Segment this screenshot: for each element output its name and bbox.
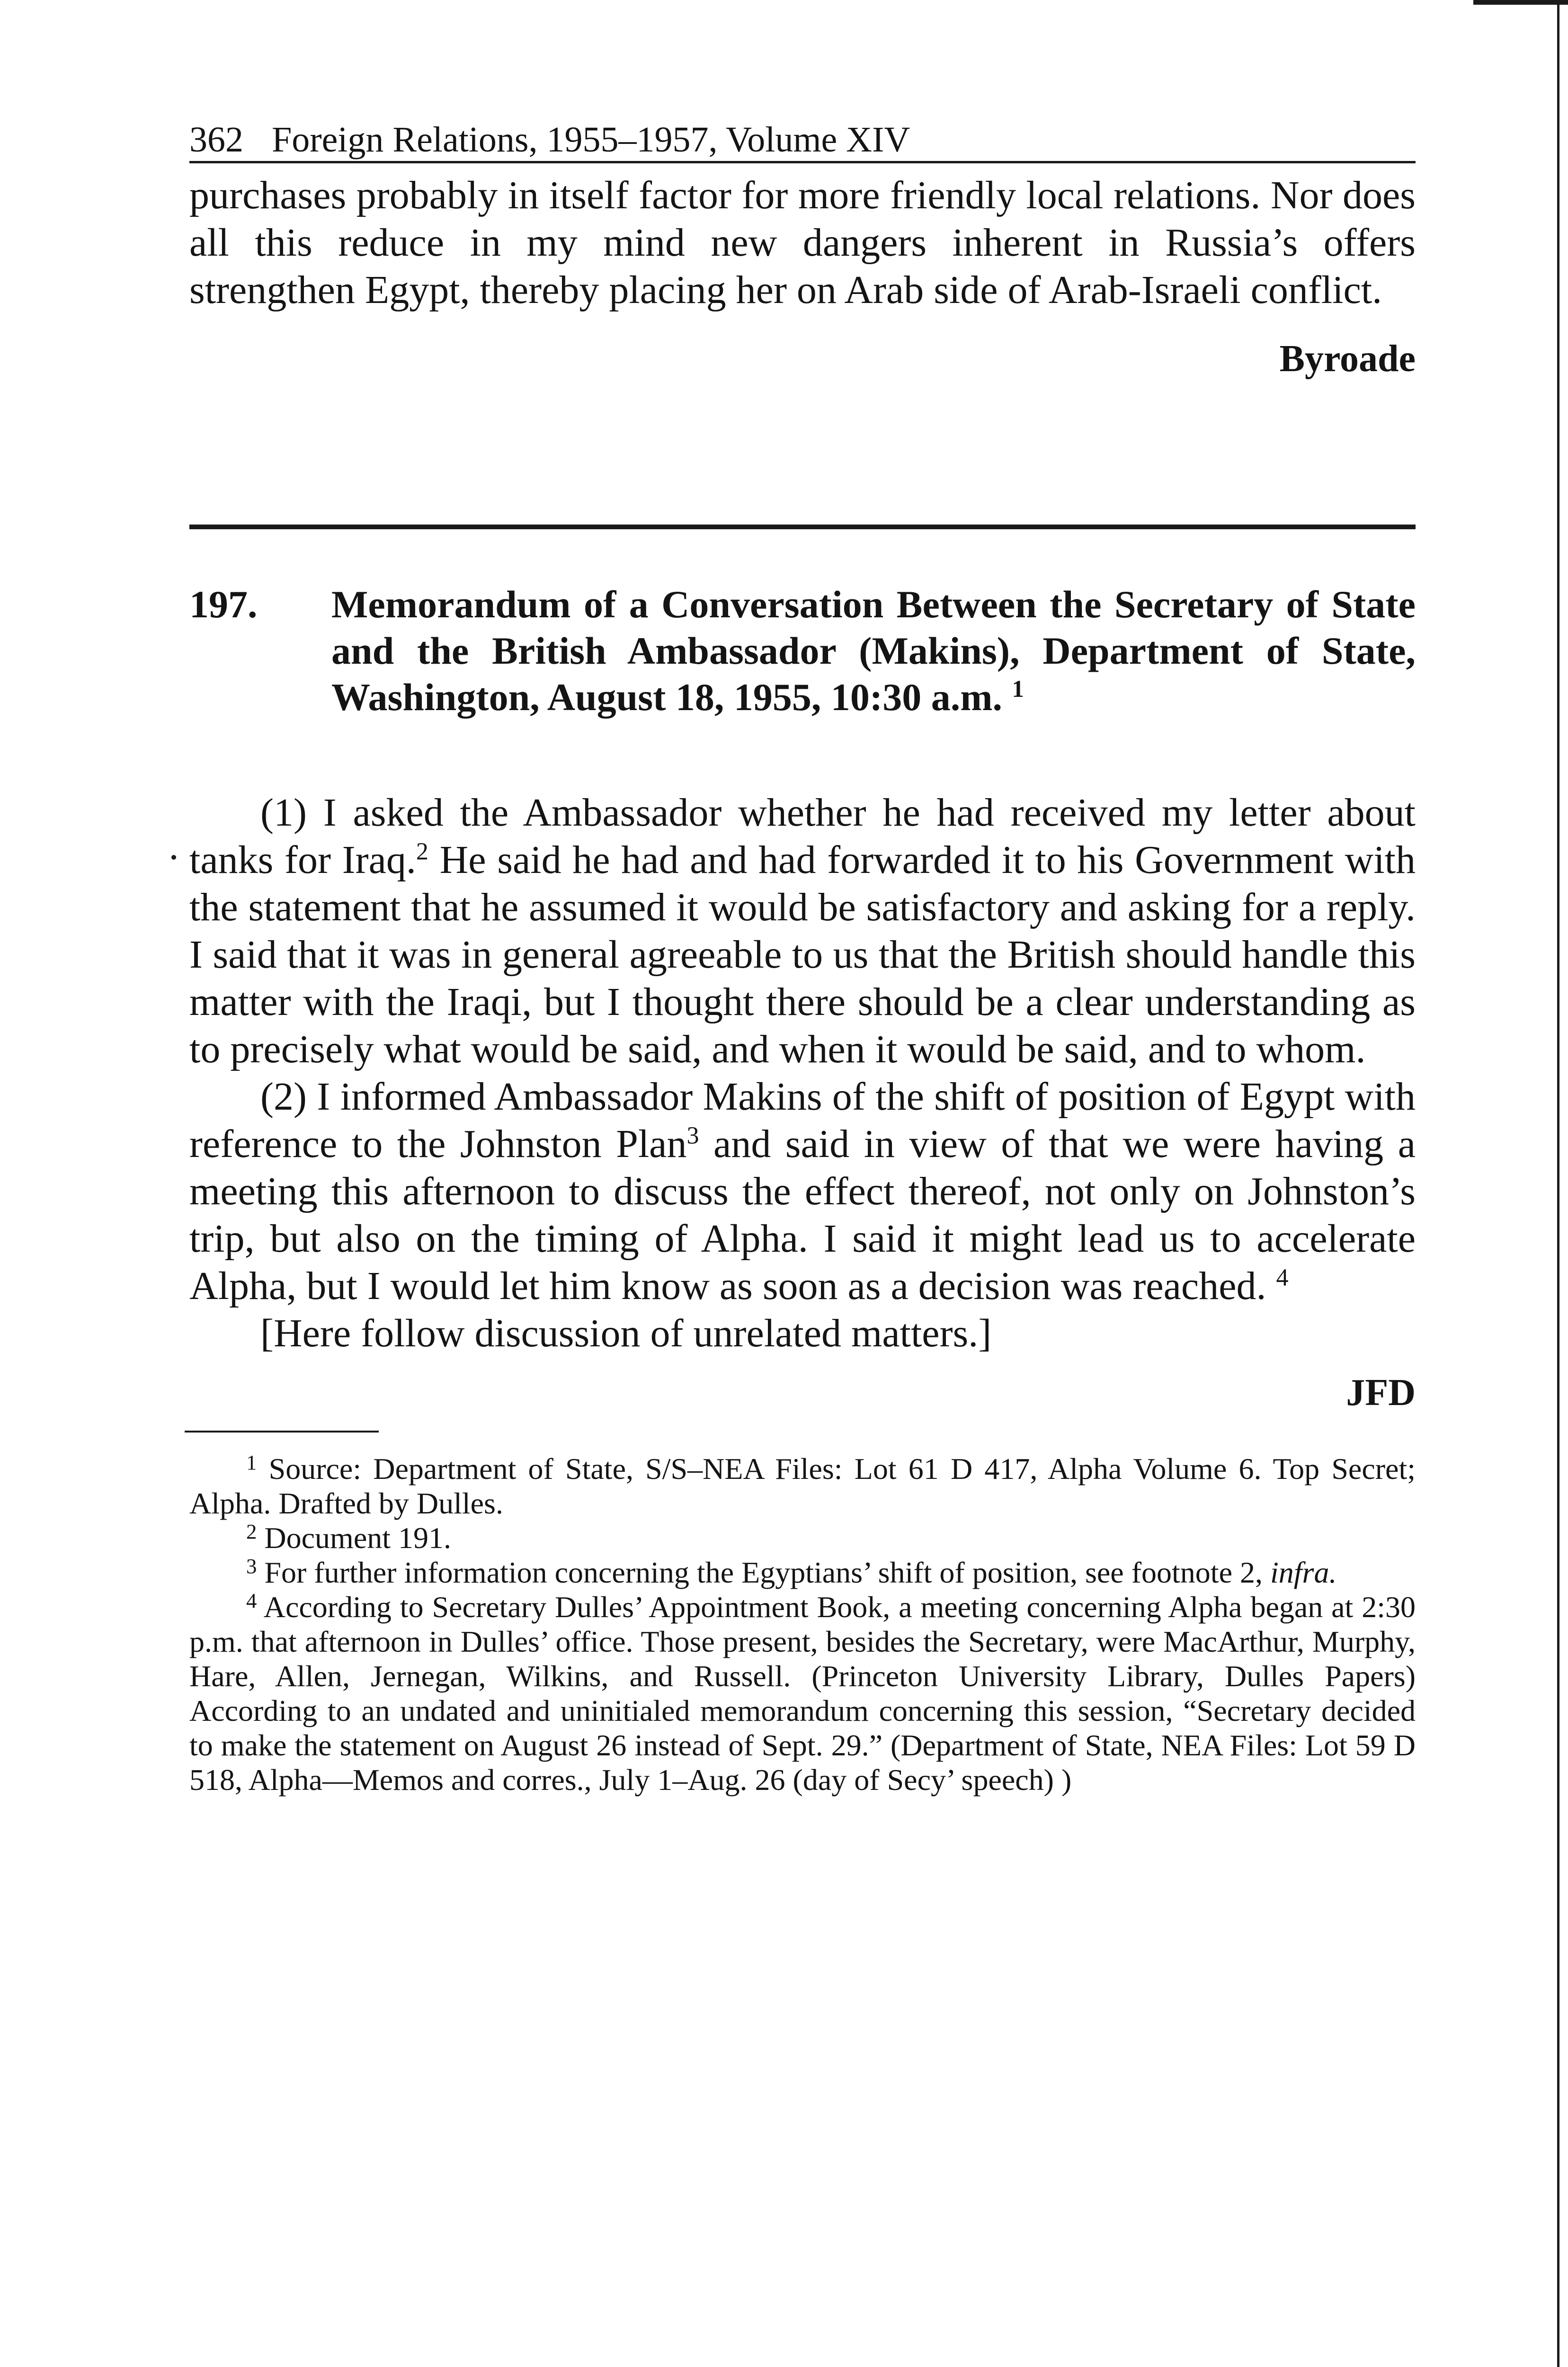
footnote-3-infra: infra.: [1270, 1556, 1337, 1589]
footnote-2: [189, 1521, 1416, 1555]
stray-mark: [171, 855, 176, 860]
footnote-2-number: 2: [246, 1519, 257, 1543]
para2-text-a: (2) I informed Ambassador Makins of the shift of position of Egypt with reference to the Johnston Plan: [189, 1075, 1416, 1166]
memo-paragraph-2: [189, 1073, 1416, 1310]
footnote-4: [189, 1590, 1416, 1797]
document-title: Memorandum of a Conversation Between the Secretary of State and the British Ambassador (Makins), Department of State, Washington, August 18, 1955, 10:30 a.m.: [331, 583, 1416, 719]
running-head: [189, 118, 1416, 163]
signature-jfd: JFD: [1346, 1372, 1416, 1414]
memo-paragraph-3: [Here follow discussion of unrelated matters.]: [260, 1311, 992, 1355]
footnote-ref-4: 4: [1276, 1264, 1289, 1291]
footnote-1-number: 1: [246, 1450, 257, 1474]
footnote-ref-2: 2: [416, 838, 428, 865]
document-title-block: [331, 581, 1416, 721]
signature-byroade: Byroade: [1279, 338, 1416, 380]
footnote-1-text: Source: Department of State, S/S–NEA Files: Lot 61 D 417, Alpha Volume 6. Top Secret; Alpha. Drafted by Dulles.: [189, 1452, 1416, 1520]
page-edge-line: [1557, 0, 1559, 2367]
page-edge-top: [1473, 0, 1568, 5]
para1-text-a: (1) I asked the Ambassador whether he had received my letter about tanks for Iraq.: [189, 791, 1416, 882]
footnote-3-text: For further information concerning the Egyptians’ shift of position, see footnote 2,: [264, 1556, 1263, 1589]
footnote-3-number: 3: [246, 1554, 257, 1578]
page-number: 362: [189, 120, 243, 160]
footnote-3: [189, 1555, 1416, 1590]
footnote-ref-1: 1: [1012, 676, 1024, 703]
para1-text-b: He said he had and had forwarded it to his Government with the statement that he assumed it would be satisfactory and asking for a reply. I said that it was in general agreeable to us that the British should handle this matter with the Iraqi, but I thought there should be a clear understanding as to precisely what would be said, and when it would be said, and to whom.: [189, 838, 1416, 1071]
section-rule: [189, 525, 1416, 529]
document-number: 197.: [189, 583, 258, 626]
footnotes: [189, 1451, 1416, 1797]
footnote-4-text: According to Secretary Dulles’ Appointment Book, a meeting concerning Alpha began at 2:30 p.m. that afternoon in Dulles’ office. Those present, besides the Secretary, were MacArthur, Murphy, Hare, Allen, Jernegan, Wilkins, and Russell. (Princeton University Library, Dulles Papers) According to an undated and uninitialed memorandum concerning this session, “Secretary decided to make the statement on August 26 instead of Sept. 29.” (Department of State, NEA Files: Lot 59 D 518, Alpha—Memos and corres., July 1–Aug. 26 (day of Secy’ speech) ): [189, 1590, 1416, 1797]
para2-text-b: and said in view of that we were having a meeting this afternoon to discuss the effect thereof, not only on Johnston’s trip, but also on the timing of Alpha. I said it might lead us to accelerate Alpha, but I would let him know as soon as a decision was reached.: [189, 1122, 1416, 1308]
continuation-paragraph: purchases probably in itself factor for more friendly local relations. Nor does all this reduce in my mind new dangers inherent in Russia’s offers strengthen Egypt, thereby placing her on Arab side of Arab-Israeli conflict.: [189, 173, 1416, 312]
document-heading: [189, 581, 1416, 721]
footnote-ref-3: 3: [686, 1122, 699, 1149]
footnote-4-number: 4: [246, 1588, 257, 1612]
memo-paragraph-1: [189, 789, 1416, 1073]
book-page: [189, 118, 1416, 1797]
running-title: Foreign Relations, 1955–1957, Volume XIV: [272, 120, 910, 160]
footnote-2-text: Document 191.: [264, 1521, 451, 1555]
footnote-rule: [185, 1431, 379, 1433]
footnote-1: [189, 1451, 1416, 1521]
